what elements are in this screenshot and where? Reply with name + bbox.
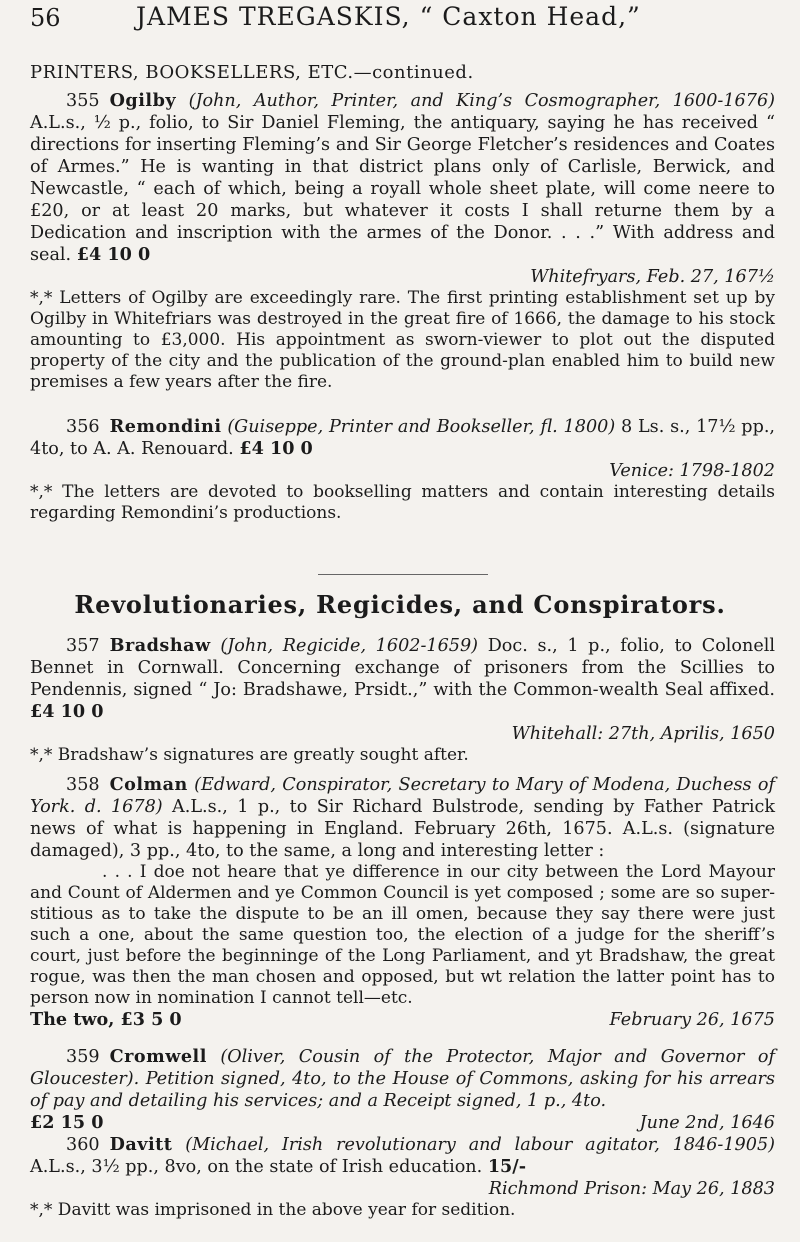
page-number: 56 [30, 4, 61, 32]
place-date: February 26, 1675 [609, 1010, 775, 1030]
entry-text [30, 1134, 775, 1178]
entry-355 [30, 90, 775, 393]
entry-359 [30, 1046, 775, 1134]
running-title: JAMES TREGASKIS, “ Caxton Head,” [136, 2, 641, 31]
lot-description: (Guiseppe, Printer and Bookseller, fl. 1800) [227, 417, 616, 437]
section-heading: Revolutionaries, Regicides, and Conspirators. [74, 590, 726, 619]
lot-price: £4 10 0 [239, 438, 313, 459]
entry-text [30, 635, 775, 723]
lot-description: (John, Regicide, 1602-1659) [220, 636, 479, 656]
lot-quote [30, 862, 775, 1009]
lot-name: Remondini [109, 416, 222, 437]
lot-number: 360 [66, 1135, 100, 1155]
lot-name: Ogilby [109, 90, 177, 111]
place-date: June 2nd, 1646 [639, 1113, 775, 1133]
lot-price: £4 10 0 [76, 244, 151, 265]
lot-price: £2 15 0 [30, 1112, 104, 1133]
place-date: Richmond Prison: May 26, 1883 [488, 1179, 775, 1199]
lot-number: 357 [66, 636, 100, 656]
lot-price: 15/- [487, 1156, 527, 1177]
entry-358 [30, 774, 775, 1031]
lot-price: £4 10 0 [30, 701, 104, 722]
lot-body: A.L.s., 3½ pp., 8vo, on the state of Irish education. [30, 1157, 483, 1177]
entry-357 [30, 635, 775, 766]
divider [318, 574, 488, 575]
lot-note: *,* Letters of Ogilby are exceedingly rare. The first printing establishment set up by Ogilby in Whitefriars was destroyed in the great fire of 1666, the damage to his stock amounting to £3,000. His appointment as sworn-viewer to plot out the disputed property of the city and the publication of the ground-plan enabled him to build new premises a few years after the fire. [30, 288, 775, 392]
lot-body: 8 Ls. s., 17½ pp., 4to, to A. A. Renouard. [30, 417, 776, 459]
entry-text [30, 774, 775, 862]
lot-number: 356 [66, 417, 100, 437]
lot-name: Cromwell [109, 1046, 207, 1067]
lot-description: (Michael, Irish revolutionary and labour agitator, 1846-1905) [185, 1135, 776, 1155]
price-line [30, 1112, 775, 1134]
place-date: Venice: 1798-1802 [609, 461, 775, 481]
lot-number: 355 [66, 91, 100, 111]
lot-description: (Edward, Conspirator, Secretary to Mary of Modena, Duchess of York. d. 1678) [30, 775, 775, 817]
section-label: PRINTERS, BOOKSELLERS, ETC.—continued. [30, 62, 474, 83]
lot-name: Bradshaw [109, 635, 211, 656]
place-date: Whitefryars, Feb. 27, 167½ [530, 267, 775, 287]
entry-360 [30, 1134, 775, 1221]
lot-name: Colman [109, 774, 188, 795]
lot-body: A.L.s., 1 p., to Sir Richard Bulstrode, sending by Father Patrick news of what is happening in England. February 26th, 1675. A.L.s. (signature damaged), 3 pp., 4to, to the same, a long and interesting letter : [30, 797, 775, 861]
lot-description: (John, Author, Printer, and King’s Cosmographer, 1600-1676) [188, 91, 776, 111]
place-date: Whitehall: 27th, Aprilis, 1650 [511, 724, 775, 744]
entry-356 [30, 416, 775, 524]
lot-note: *,* Bradshaw’s signatures are greatly sought after. [30, 745, 469, 765]
entry-text [30, 416, 775, 460]
lot-body: Doc. s., 1 p., folio, to Colonell Bennet in Cornwall. Concerning exchange of prisoners from the Scillies to Pendennis, signed “ Jo: Bradshawe, Prsidt.,” with the Common-wealth Seal affixed. [30, 636, 776, 700]
lot-body: A.L.s., ½ p., folio, to Sir Daniel Fleming, the antiquary, saying he has received “ directions for inserting Fleming’s and Sir George Fletcher’s residences and Coates of Armes.” He is wanting in that district plans only of Carlisle, Berwick, and Newcastle, “ each of which, being a royall whole sheet plate, will come neere to £20, or at least 20 marks, but whatever it costs I shall returne them by a Dedication and inscription with the armes of the Donor. . . .” With address and seal. [30, 113, 775, 265]
price-line [30, 1009, 775, 1031]
lot-number: 359 [66, 1047, 100, 1067]
lot-note: *,* The letters are devoted to bookselling matters and contain interesting details regarding Remondini’s productions. [30, 482, 775, 523]
lot-description: (Oliver, Cousin of the Protector, Major and Governor of Gloucester). Petition signed, 4to, to the House of Commons, asking for his arrears of pay and detailing his services; and a Receipt signed, 1 p., 4to. [30, 1047, 776, 1111]
lot-price: The two, £3 5 0 [30, 1009, 182, 1030]
entry-text [30, 90, 775, 266]
lot-name: Davitt [109, 1134, 173, 1155]
entry-text [30, 1046, 775, 1112]
quote-text: . . . I doe not heare that ye difference in our city between the Lord Mayour and Count of Aldermen and ye Common Council is yet composed ; some are so super-stitious as to take the dispute to be an ill omen, because they say there were just such a one, about the same question too, the election of a judge for the sheriff’s court, just before the beginninge of the Long Parliament, and yt Bradshaw, the great rogue, was then the man chosen and opposed, but wt relation the latter point has to person now in nomination I cannot tell—etc. [30, 862, 775, 1008]
lot-number: 358 [66, 775, 100, 795]
page-header [0, 0, 800, 40]
lot-note: *,* Davitt was imprisoned in the above year for sedition. [30, 1200, 516, 1220]
